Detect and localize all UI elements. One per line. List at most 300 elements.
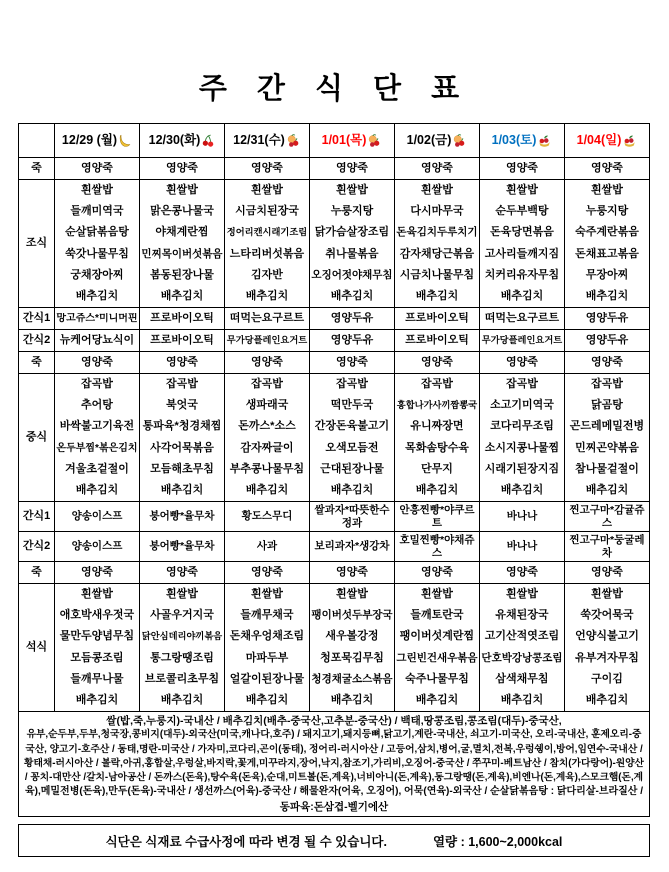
- menu-item: 바나나: [506, 510, 538, 522]
- menu-cell: [395, 562, 480, 584]
- menu-item: 북엇국: [166, 399, 198, 412]
- menu-item: 황도스무디: [241, 510, 293, 522]
- menu-item: 흰쌀밥: [81, 184, 113, 197]
- menu-item: 배추김치: [330, 483, 374, 496]
- row-label: 석식: [19, 584, 55, 712]
- menu-item: 배추김치: [245, 289, 289, 302]
- menu-item: 흰쌀밥: [591, 588, 623, 601]
- menu-item: 참나물겉절이: [575, 462, 639, 475]
- date-header-inner: [226, 133, 308, 147]
- menu-cell: [225, 374, 310, 502]
- menu-item: 홍합나가사끼짬뽕국: [396, 400, 478, 411]
- menu-cell: [225, 502, 310, 532]
- menu-cell: [480, 180, 565, 308]
- date-header-cell: [395, 124, 480, 158]
- menu-cell: [225, 584, 310, 712]
- menu-item: 돈채표고볶음: [575, 247, 639, 260]
- fruit-mix-icon: [286, 134, 301, 148]
- date-header-cell: [140, 124, 225, 158]
- origin-line: 황태채-러시아산 / 볼락,아귀,홍합살,우렁살,바지락,꽃게,미꾸라지,장어,낙지,참조기,가리비,오징어-중국산 / 쭈꾸미-베트남산 / 참치(가다랑어)-원양산: [24, 757, 644, 769]
- meal-row: [19, 352, 650, 374]
- menu-item: 배추김치: [160, 483, 204, 496]
- menu-item: 닭곰탕: [591, 399, 623, 412]
- menu-item: 무가당플레인요거트: [226, 335, 308, 346]
- menu-item: 돈채우엉채조림: [229, 630, 305, 643]
- menu-item: 소시지콩나물찜: [484, 441, 560, 454]
- menu-item: 누룽지탕: [330, 205, 374, 218]
- date-label: 1/01(목): [321, 133, 367, 148]
- menu-item: 통파육*청경채찜: [142, 420, 222, 433]
- meal-row: [19, 502, 650, 532]
- menu-cell: [395, 352, 480, 374]
- menu-item: 흰쌀밥: [506, 184, 538, 197]
- menu-item: 배추김치: [75, 693, 119, 706]
- cherry-icon: [201, 134, 215, 148]
- menu-item: 배추김치: [75, 483, 119, 496]
- menu-item: 배추김치: [330, 289, 374, 302]
- menu-item: 마파두부: [245, 651, 289, 664]
- menu-cell: [55, 584, 140, 712]
- menu-cell: [140, 330, 225, 352]
- meal-row: [19, 330, 650, 352]
- menu-item: 돈육김치두루치기: [396, 226, 478, 239]
- menu-item: 바나나: [506, 540, 538, 552]
- menu-item: 흰쌀밥: [336, 184, 368, 197]
- menu-item: 영양죽: [81, 356, 113, 369]
- meal-row: [19, 158, 650, 180]
- menu-item: 영양죽: [251, 566, 283, 579]
- menu-cell: [140, 180, 225, 308]
- fruit-basket-icon: [537, 134, 552, 148]
- menu-item: 영양두유: [585, 334, 629, 347]
- menu-cell: [310, 584, 395, 712]
- menu-item: 순두부백탕: [495, 205, 549, 218]
- row-label: 간식1: [19, 502, 55, 532]
- menu-item: 통그랑땡조림: [150, 651, 214, 664]
- menu-item: 새우볼강정: [325, 630, 379, 643]
- date-header-cell: [480, 124, 565, 158]
- menu-item: 부추콩나물무침: [229, 462, 305, 475]
- menu-item: 배추김치: [245, 483, 289, 496]
- menu-cell: [480, 330, 565, 352]
- menu-cell: [565, 502, 650, 532]
- menu-cell: [225, 158, 310, 180]
- origin-line: 쌀(밥,죽,누룽지)-국내산 / 배추김치(배추-중국산,고추분-중국산) / 백태,땅콩조림,콩조림(대두)-중국산,: [106, 715, 562, 728]
- date-label: 1/03(토): [491, 133, 537, 148]
- menu-item: 양송이스프: [71, 510, 123, 522]
- menu-item: 흰쌀밥: [421, 184, 453, 197]
- menu-item: 배추김치: [160, 289, 204, 302]
- menu-item: 무장아찌: [585, 268, 629, 281]
- menu-item: 모듬콩조림: [70, 651, 124, 664]
- menu-cell: [225, 352, 310, 374]
- menu-item: 잡곡밥: [421, 378, 453, 391]
- menu-cell: [140, 352, 225, 374]
- corner-cell: [19, 124, 55, 158]
- date-header-cell: [565, 124, 650, 158]
- menu-item: 흰쌀밥: [591, 184, 623, 197]
- menu-cell: [55, 374, 140, 502]
- menu-item: 청경채굴소스볶음: [311, 672, 393, 685]
- menu-item: 사골우거지국: [150, 609, 214, 622]
- menu-item: 느타리버섯볶음: [229, 247, 305, 260]
- menu-item: 감자짜글이: [240, 441, 294, 454]
- menu-cell: [140, 584, 225, 712]
- menu-item: 배추김치: [415, 483, 459, 496]
- menu-item: 잡곡밥: [251, 378, 283, 391]
- menu-item: 민찌목이버섯볶음: [141, 247, 223, 260]
- menu-item: 김자반: [251, 268, 283, 281]
- menu-item: 흰쌀밥: [336, 588, 368, 601]
- row-label: 죽: [19, 352, 55, 374]
- origin-line: 유부,순두부,두부,청국장,콩비지(대두)-외국산(미국,캐나다,호주) / 돼지고기,돼지등뼈,닭고기,계란-국내산, 쇠고기-미국산, 오리-국내산, 훈제오리-중: [26, 729, 642, 741]
- menu-item: 배추김치: [500, 483, 544, 496]
- menu-cell: [140, 374, 225, 502]
- menu-item: 영양두유: [330, 312, 374, 325]
- menu-cell: [225, 330, 310, 352]
- menu-item: 시래기된장지짐: [484, 462, 560, 475]
- menu-item: 추어탕: [81, 399, 113, 412]
- menu-item: 누룽지탕: [585, 205, 629, 218]
- menu-cell: [225, 532, 310, 562]
- menu-item: 그린빈건새우볶음: [396, 651, 478, 664]
- menu-item: 잡곡밥: [591, 378, 623, 391]
- menu-item: 배추김치: [585, 483, 629, 496]
- date-header-inner: [396, 133, 478, 147]
- menu-cell: [55, 158, 140, 180]
- menu-item: 브로콜리초무침: [144, 672, 220, 685]
- menu-item: 사각어묵볶음: [150, 441, 214, 454]
- menu-item: 맑은콩나물국: [150, 205, 214, 218]
- menu-item: 흰쌀밥: [421, 588, 453, 601]
- menu-change-notice: 식단은 식재료 수급사정에 따라 변경 될 수 있습니다.: [105, 834, 387, 849]
- menu-item: 애호박새우젓국: [59, 609, 135, 622]
- menu-cell: [565, 532, 650, 562]
- menu-item: 단호박강낭콩조림: [481, 651, 563, 664]
- menu-item: 얼갈이된장나물: [229, 672, 305, 685]
- menu-cell: [310, 308, 395, 330]
- date-header-cell: [310, 124, 395, 158]
- menu-item: 쑥갓어묵국: [580, 609, 634, 622]
- menu-item: 흰쌀밥: [506, 588, 538, 601]
- menu-cell: [395, 584, 480, 712]
- menu-item: 쌀과자*따뜻한수정과: [314, 503, 390, 529]
- menu-item: 찐고구마*감귤쥬스: [569, 503, 645, 529]
- date-header-inner: [481, 133, 563, 147]
- menu-item: 영양죽: [81, 566, 113, 579]
- menu-cell: [565, 308, 650, 330]
- menu-item: 떠먹는요구르트: [484, 312, 560, 325]
- menu-cell: [55, 532, 140, 562]
- menu-item: 영양죽: [336, 566, 368, 579]
- menu-item: 팽이버섯두부장국: [311, 609, 393, 622]
- menu-item: 민찌곤약볶음: [575, 441, 639, 454]
- date-label: 12/31(수): [233, 133, 285, 148]
- menu-item: 영양죽: [81, 162, 113, 175]
- menu-item: 안흥찐빵*야쿠르트: [399, 503, 475, 529]
- menu-cell: [140, 502, 225, 532]
- menu-item: 배추김치: [500, 289, 544, 302]
- menu-item: 영양죽: [421, 162, 453, 175]
- origin-line: 국산, 양고기-호주산 / 동태,명란-미국산 / 가자미,코다리,곤이(동태), 정어리-러시아산 / 고등어,삼치,병어,굴,멸치,전복,우렁쉥이,방어,임연수-국내산 /: [25, 743, 643, 755]
- row-label: 죽: [19, 562, 55, 584]
- menu-item: 시금치나물무침: [399, 268, 475, 281]
- banana-icon: [118, 134, 132, 148]
- date-header-cell: [225, 124, 310, 158]
- menu-item: 망고쥬스*미니머핀: [56, 312, 138, 324]
- row-label: 간식2: [19, 330, 55, 352]
- fruit-mix-icon: [452, 134, 467, 148]
- menu-item: 사과: [256, 540, 278, 552]
- menu-item: 들깨무채국: [240, 609, 294, 622]
- menu-item: 영양죽: [251, 356, 283, 369]
- menu-item: 흰쌀밥: [251, 588, 283, 601]
- menu-item: 뉴케어당뇨식이: [59, 334, 135, 347]
- menu-item: 영양죽: [421, 356, 453, 369]
- date-header-inner: [566, 133, 648, 147]
- menu-item: 배추김치: [160, 693, 204, 706]
- menu-item: 들깨토란국: [410, 609, 464, 622]
- menu-item: 소고기미역국: [490, 399, 554, 412]
- menu-cell: [565, 180, 650, 308]
- menu-item: 배추김치: [415, 693, 459, 706]
- menu-item: 고사리들깨지짐: [484, 247, 560, 260]
- meal-row: [19, 584, 650, 712]
- menu-item: 영양죽: [166, 356, 198, 369]
- menu-item: 구이김: [591, 672, 623, 685]
- menu-cell: [55, 330, 140, 352]
- menu-cell: [140, 562, 225, 584]
- menu-item: 영양죽: [506, 356, 538, 369]
- menu-item: 흰쌀밥: [166, 588, 198, 601]
- menu-cell: [565, 584, 650, 712]
- menu-cell: [395, 532, 480, 562]
- menu-cell: [395, 330, 480, 352]
- row-label: 죽: [19, 158, 55, 180]
- menu-item: 영양죽: [166, 162, 198, 175]
- menu-item: 오징어젓야채무침: [311, 268, 393, 281]
- menu-item: 숙주나물무침: [405, 672, 469, 685]
- meal-row: [19, 180, 650, 308]
- menu-cell: [310, 532, 395, 562]
- menu-item: 영양죽: [421, 566, 453, 579]
- menu-item: 프로바이오틱: [405, 334, 469, 347]
- menu-item: 찐고구마*둥굴레차: [569, 533, 645, 559]
- menu-item: 흰쌀밥: [251, 184, 283, 197]
- menu-item: 붕어빵*율무차: [149, 510, 215, 522]
- menu-cell: [140, 308, 225, 330]
- origin-line: 동파육:돈삼겹-벨기에산: [279, 800, 389, 813]
- menu-cell: [480, 308, 565, 330]
- menu-cell: [565, 158, 650, 180]
- menu-cell: [565, 374, 650, 502]
- date-label: 1/04(일): [576, 133, 622, 148]
- menu-item: 영양죽: [166, 566, 198, 579]
- menu-table: [18, 123, 650, 817]
- menu-item: 영양두유: [585, 312, 629, 325]
- menu-item: 프로바이오틱: [405, 312, 469, 325]
- menu-item: 붕어빵*율무차: [149, 540, 215, 552]
- menu-item: 근대된장나물: [320, 462, 384, 475]
- menu-item: 겨울초겉절이: [65, 462, 129, 475]
- menu-cell: [480, 532, 565, 562]
- menu-item: 생파래국: [245, 399, 289, 412]
- meal-row: [19, 374, 650, 502]
- menu-item: 닭가슴살장조림: [314, 226, 390, 239]
- menu-cell: [140, 532, 225, 562]
- calorie-info: 열량 : 1,600~2,000kcal: [432, 834, 563, 849]
- date-header-inner: [141, 133, 223, 147]
- row-label: 간식2: [19, 532, 55, 562]
- origin-line: / 꽁치-대만산 /갈치-남아공산 / 돈까스(돈육),탕수육(돈육),순대,미트볼(돈,계육),너비아니(돈,계육),동그랑땡(돈,계육),비엔나(돈,계육),스모크햄(돈,계: [24, 772, 644, 784]
- menu-item: 청포묵김무침: [320, 651, 384, 664]
- menu-cell: [310, 330, 395, 352]
- menu-item: 단무지: [421, 462, 453, 475]
- menu-cell: [395, 180, 480, 308]
- menu-item: 배추김치: [585, 289, 629, 302]
- menu-item: 시금치된장국: [235, 205, 299, 218]
- row-label: 조식: [19, 180, 55, 308]
- menu-item: 들깨미역국: [70, 205, 124, 218]
- origin-notice: [19, 712, 650, 817]
- menu-item: 목화솜탕수육: [405, 441, 469, 454]
- menu-item: 정어리캔시래기조림: [226, 227, 308, 238]
- date-label: 12/30(화): [148, 133, 201, 148]
- menu-cell: [225, 308, 310, 330]
- menu-cell: [480, 584, 565, 712]
- date-header-inner: [56, 133, 138, 147]
- row-label: 간식1: [19, 308, 55, 330]
- date-header-inner: [311, 133, 393, 147]
- date-label: 12/29 (월): [61, 133, 118, 148]
- menu-item: 취나물볶음: [325, 247, 379, 260]
- menu-cell: [225, 562, 310, 584]
- origin-line: 육),메밀전병(돈육),만두(돈육)-국내산 / 생선까스(어육)-중국산 / 해물완자(어육, 오징어), 어묵(연육)-외국산 / 순살닭볶음탕 : 닭다리살-브라질산 /: [24, 786, 644, 798]
- menu-item: 쑥갓나물무침: [65, 247, 129, 260]
- menu-cell: [225, 180, 310, 308]
- menu-cell: [310, 562, 395, 584]
- menu-item: 봄동된장나물: [150, 268, 214, 281]
- menu-item: 감자채당근볶음: [399, 247, 475, 260]
- menu-item: 영양죽: [591, 162, 623, 175]
- menu-cell: [395, 308, 480, 330]
- menu-item: 궁채장아찌: [70, 268, 124, 281]
- menu-item: 순살닭볶음탕: [65, 226, 129, 239]
- menu-cell: [140, 158, 225, 180]
- menu-cell: [310, 180, 395, 308]
- menu-cell: [310, 502, 395, 532]
- menu-item: 야채계란찜: [155, 226, 209, 239]
- menu-item: 간장돈육불고기: [314, 420, 390, 433]
- menu-item: 유니짜장면: [410, 420, 464, 433]
- menu-item: 흰쌀밥: [166, 184, 198, 197]
- menu-item: 영양죽: [336, 162, 368, 175]
- origin-notice-row: [19, 712, 650, 817]
- menu-cell: [310, 352, 395, 374]
- row-label: 중식: [19, 374, 55, 502]
- menu-item: 잡곡밥: [166, 378, 198, 391]
- menu-item: 잡곡밥: [336, 378, 368, 391]
- menu-cell: [480, 502, 565, 532]
- menu-item: 팽이버섯계란찜: [399, 630, 475, 643]
- menu-item: 무가당플레인요거트: [481, 335, 563, 346]
- menu-item: 배추김치: [415, 289, 459, 302]
- menu-cell: [310, 158, 395, 180]
- menu-item: 영양죽: [591, 356, 623, 369]
- menu-cell: [55, 562, 140, 584]
- menu-cell: [565, 330, 650, 352]
- menu-item: 흰쌀밥: [81, 588, 113, 601]
- menu-item: 곤드레메밀전병: [569, 420, 645, 433]
- menu-cell: [395, 502, 480, 532]
- menu-item: 유채된장국: [495, 609, 549, 622]
- menu-item: 호밀찐빵*야채쥬스: [399, 533, 475, 559]
- menu-item: 프로바이오틱: [150, 312, 214, 325]
- menu-item: 보리과자*생강차: [314, 540, 390, 552]
- menu-item: 영양두유: [330, 334, 374, 347]
- menu-item: 코다리무조림: [490, 420, 554, 433]
- menu-item: 양송이스프: [71, 540, 123, 552]
- menu-cell: [565, 352, 650, 374]
- menu-item: 돈육당면볶음: [490, 226, 554, 239]
- menu-item: 모듬해초무침: [150, 462, 214, 475]
- menu-cell: [565, 562, 650, 584]
- menu-cell: [310, 374, 395, 502]
- menu-item: 돈까스*소스: [238, 420, 296, 433]
- menu-item: 떡만두국: [330, 399, 374, 412]
- menu-item: 치커리유자무침: [484, 268, 560, 281]
- menu-item: 언양식불고기: [575, 630, 639, 643]
- menu-item: 오색모듬전: [325, 441, 379, 454]
- menu-item: 영양죽: [506, 162, 538, 175]
- menu-item: 배추김치: [75, 289, 119, 302]
- menu-item: 영양죽: [336, 356, 368, 369]
- menu-item: 바싹불고기육전: [59, 420, 135, 433]
- menu-cell: [480, 158, 565, 180]
- menu-item: 유부겨자무침: [575, 651, 639, 664]
- menu-item: 영양죽: [506, 566, 538, 579]
- menu-item: 영양죽: [251, 162, 283, 175]
- menu-item: 배추김치: [585, 693, 629, 706]
- date-label: 1/02(금): [406, 133, 452, 148]
- menu-cell: [480, 374, 565, 502]
- menu-item: 배추김치: [330, 693, 374, 706]
- menu-item: 물만두양념무침: [59, 630, 135, 643]
- menu-cell: [480, 562, 565, 584]
- page-title: 주 간 식 단 표: [198, 73, 471, 105]
- meal-row: [19, 308, 650, 330]
- menu-cell: [55, 352, 140, 374]
- menu-item: 잡곡밥: [506, 378, 538, 391]
- menu-item: 잡곡밥: [81, 378, 113, 391]
- menu-cell: [55, 308, 140, 330]
- meal-row: [19, 562, 650, 584]
- menu-cell: [55, 180, 140, 308]
- meal-row: [19, 532, 650, 562]
- menu-item: 떠먹는요구르트: [229, 312, 305, 325]
- menu-table-body: [19, 124, 650, 817]
- fruit-basket-icon: [622, 134, 637, 148]
- menu-item: 온두부찜*볶은김치: [56, 442, 138, 454]
- menu-cell: [395, 374, 480, 502]
- date-header-cell: [55, 124, 140, 158]
- menu-cell: [395, 158, 480, 180]
- menu-cell: [480, 352, 565, 374]
- menu-item: 배추김치: [245, 693, 289, 706]
- menu-item: 닭안심데리야끼볶음: [141, 631, 223, 642]
- date-header-row: [19, 124, 650, 158]
- menu-item: 삼색채무침: [495, 672, 549, 685]
